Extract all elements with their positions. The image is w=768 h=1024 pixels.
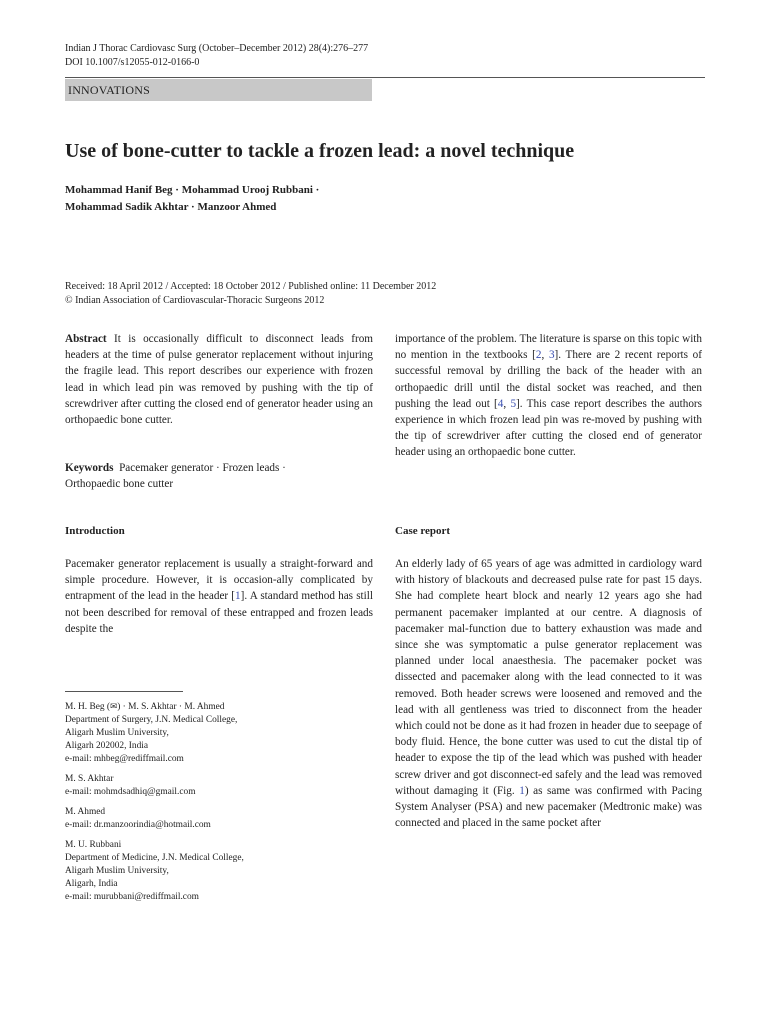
reference-link-4[interactable]: 4 bbox=[497, 397, 504, 410]
aff-email[interactable]: e-mail: mohmdsadhiq@gmail.com bbox=[65, 787, 196, 797]
ref-separator: , bbox=[541, 349, 549, 362]
reference-link-3[interactable]: 3 bbox=[548, 349, 555, 362]
aff-name: M. Ahmed bbox=[65, 807, 106, 817]
aff-line: Aligarh 202002, India bbox=[65, 741, 149, 751]
case-text-b: ) as same was confirmed with Pacing System Analyser (PSA) and new pacemaker (Medtronic make) was connected and placed in the same pocket after bbox=[395, 784, 702, 830]
case-report-text bbox=[395, 556, 702, 831]
aff-line: Department of Medicine, J.N. Medical College, bbox=[65, 853, 244, 863]
article-title: Use of bone-cutter to tackle a frozen lead: a novel technique bbox=[65, 140, 575, 162]
intro-text-a: Pacemaker generator replacement is usually a straight-forward and simple procedure. However, it is occasion-ally complicated by entrapment of the lead in the header [ bbox=[65, 558, 373, 603]
date-line: Received: 18 April 2012 / Accepted: 18 October 2012 / Published online: 11 December 2012 bbox=[65, 281, 437, 292]
aff-name: M. U. Rubbani bbox=[65, 840, 122, 850]
right-text-a: importance of the problem. The literature is sparse on this topic with no mention in the textbooks [ bbox=[395, 333, 702, 362]
introduction-heading: Introduction bbox=[65, 525, 125, 537]
aff-line: Aligarh, India bbox=[65, 879, 118, 889]
keywords-line-2: Orthopaedic bone cutter bbox=[65, 478, 174, 491]
aff-email[interactable]: e-mail: dr.manzoorindia@hotmail.com bbox=[65, 820, 211, 830]
journal-header bbox=[65, 42, 368, 70]
affiliation-block bbox=[65, 701, 365, 766]
header-rule bbox=[65, 77, 705, 78]
copyright-line: © Indian Association of Cardiovascular-Thoracic Surgeons 2012 bbox=[65, 295, 325, 306]
introduction-text bbox=[65, 556, 373, 637]
abstract-text: It is occasionally difficult to disconnect leads from headers at the time of pulse generator replacement without injuring the fragile lead. This report describes our experience with frozen lead in which lead pin was removed by pushing with the tip of screwdriver after cutting the closed end of generator header using an orthopaedic bone cutter. bbox=[65, 333, 374, 427]
case-text-a: An elderly lady of 65 years of age was admitted in cardiology ward with history of blackouts and decreased pulse rate for past 15 days. She had complete heart block and nearly 12 years ago she had permanent pacemaker implanted at our centre. A diagnosis of pacemaker mal-function due to battery exhaustion was made and since she was symptomatic a pulse generator replacement was planned under local anaesthesia. The pacemaker pocket was dissected and pacemaker along with the lead connected to it was removed. Both header screws were loosened and removed and the lead with all gentleness was tried to disconnect from the header which could not be done as it had frozen in header due to seepage of body fluid. Hence, the bone cutter was used to cut the distal tip of header to expose the tip of the lead which was pushed with header screw driver and got disconnect-ed safely and the lead was removed without damaging it (Fig. bbox=[395, 558, 702, 797]
reference-link-5[interactable]: 5 bbox=[510, 397, 517, 410]
figure-link-1[interactable]: 1 bbox=[519, 784, 525, 797]
author-line-1: Mohammad Hanif Beg · Mohammad Urooj Rubbani · bbox=[65, 184, 320, 196]
affiliation-block bbox=[65, 806, 365, 832]
aff-line: Department of Surgery, J.N. Medical College, bbox=[65, 715, 238, 725]
journal-doi: DOI 10.1007/s12055-012-0166-0 bbox=[65, 57, 200, 68]
right-column-continuation bbox=[395, 331, 702, 461]
abstract-label: Abstract bbox=[65, 333, 107, 345]
keywords-line-1: Pacemaker generator · Frozen leads · bbox=[119, 462, 286, 474]
reference-link-2[interactable]: 2 bbox=[535, 349, 542, 362]
envelope-icon[interactable]: ✉ bbox=[110, 702, 118, 712]
right-text-b: ]. There are 2 recent reports of successful removal by drilling the back of the header with an orthopaedic drill until the distal socket was reached, and then pushing the lead out [ bbox=[395, 349, 703, 410]
intro-text-b: ]. A standard method has still not been described for removal of these entrapped and frozen leads despite the bbox=[65, 590, 373, 635]
section-label: INNOVATIONS bbox=[65, 79, 372, 101]
ref-separator: , bbox=[503, 397, 511, 410]
aff-lead-a: M. H. Beg ( bbox=[65, 702, 111, 712]
author-list bbox=[65, 182, 319, 216]
keywords-label: Keywords bbox=[65, 462, 114, 474]
publication-dates bbox=[65, 280, 436, 308]
affiliations bbox=[65, 701, 365, 911]
reference-link-1[interactable]: 1 bbox=[235, 590, 241, 603]
aff-name: M. S. Akhtar bbox=[65, 774, 114, 784]
aff-line: Aligarh Muslim University, bbox=[65, 866, 169, 876]
aff-line: Aligarh Muslim University, bbox=[65, 728, 169, 738]
affiliation-rule bbox=[65, 691, 183, 692]
case-report-heading: Case report bbox=[395, 525, 451, 537]
abstract bbox=[65, 331, 373, 428]
aff-lead-b: ) · M. S. Akhtar · M. Ahmed bbox=[117, 702, 225, 712]
keywords bbox=[65, 460, 373, 492]
journal-citation: Indian J Thorac Cardiovasc Surg (October–December 2012) 28(4):276–277 bbox=[65, 43, 369, 54]
aff-email[interactable]: e-mail: mhbeg@rediffmail.com bbox=[65, 754, 184, 764]
affiliation-block bbox=[65, 839, 365, 904]
aff-email[interactable]: e-mail: murubbani@rediffmail.com bbox=[65, 892, 199, 902]
right-text-c: ]. This case report describes the authors experience in which frozen lead pin was re-moved by pushing with the tip of screwdriver after cutting the closed end of generator header using an orthopaedic bone cutter. bbox=[395, 397, 702, 459]
author-line-2: Mohammad Sadik Akhtar · Manzoor Ahmed bbox=[65, 201, 277, 213]
affiliation-block bbox=[65, 773, 365, 799]
